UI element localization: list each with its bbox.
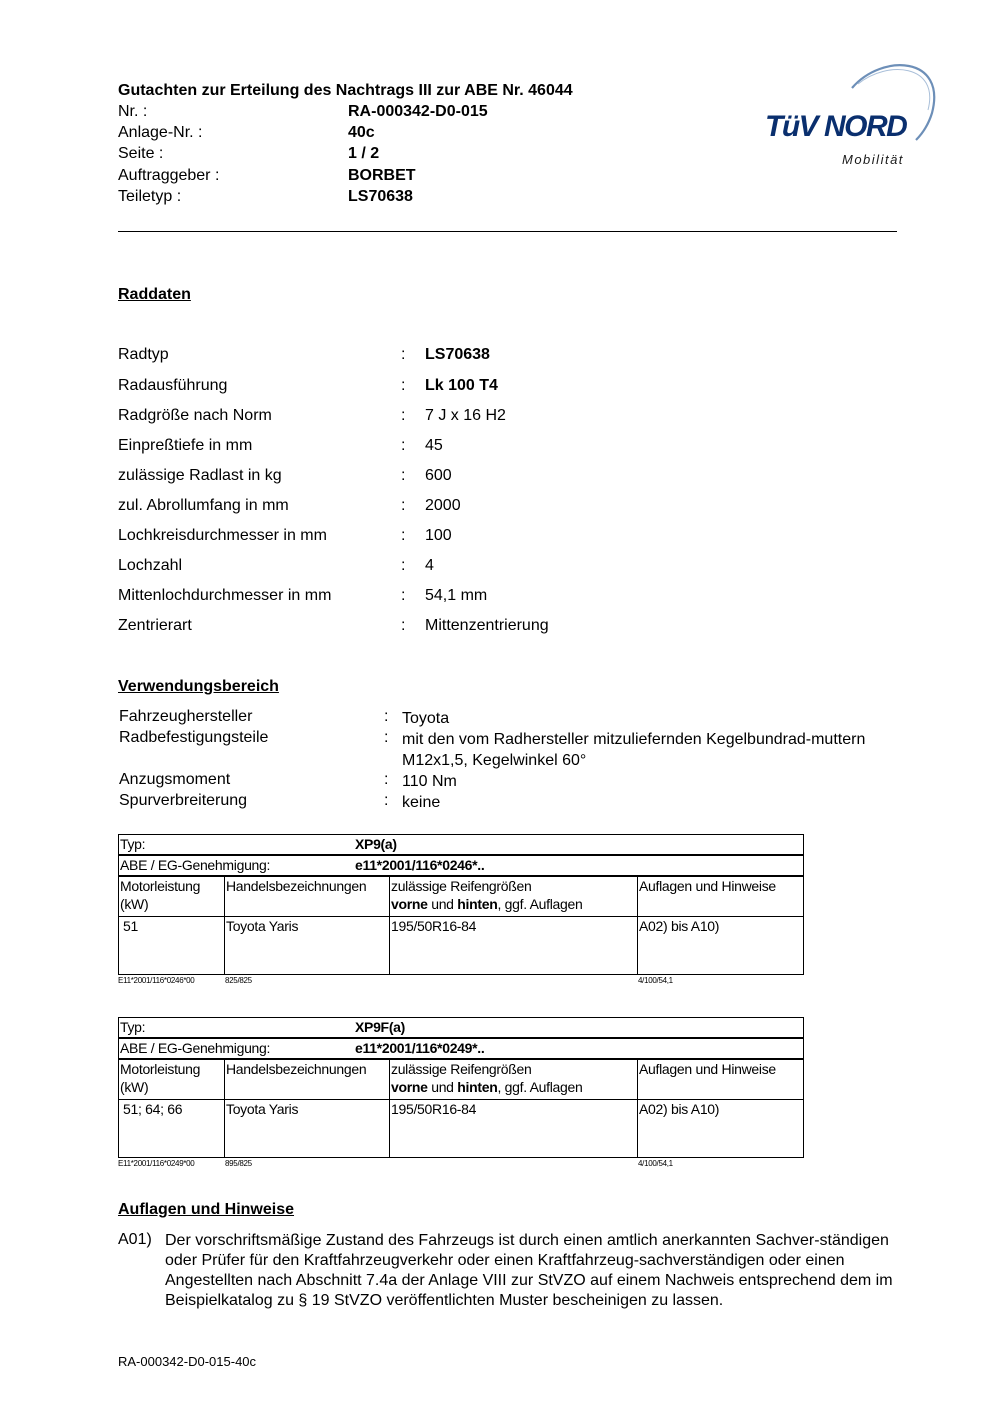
colon: :	[401, 407, 406, 424]
header-field-teiletyp	[118, 188, 678, 209]
raddaten-label: Radgröße nach Norm	[118, 407, 272, 424]
header-value: 1 / 2	[348, 145, 380, 162]
col-reifen-hinten: hinten	[457, 1079, 498, 1095]
raddaten-row	[118, 467, 818, 488]
col-reifen-vorne: vorne	[391, 1079, 428, 1095]
table-footnote-bolt: 4/100/54,1	[638, 1159, 673, 1168]
raddaten-row	[118, 617, 818, 638]
col-reifen-vorne: vorne	[391, 896, 428, 912]
table-header-row	[118, 876, 804, 917]
col-reifen-und: und	[427, 896, 458, 912]
header-field-seite	[118, 145, 678, 166]
cell-auflagen: A02) bis A10)	[637, 1100, 804, 1157]
verwendung-value: Toyota	[402, 710, 450, 727]
section-heading-verwendungsbereich: Verwendungsbereich	[118, 678, 279, 695]
col-motorleistung: Motorleistung (kW)	[120, 1061, 201, 1095]
table-row	[118, 917, 804, 975]
colon: :	[401, 346, 406, 363]
colon: :	[401, 527, 406, 544]
verwendung-value: keine	[402, 794, 441, 811]
verwendung-label: Spurverbreiterung	[119, 792, 248, 809]
header-divider	[118, 231, 897, 232]
col-reifen-auflagen: , ggf. Auflagen	[497, 896, 583, 912]
colon: :	[401, 467, 406, 484]
table-type-row	[118, 1017, 804, 1038]
raddaten-label: zulässige Radlast in kg	[118, 467, 282, 484]
header-field-anlage	[118, 124, 678, 145]
logo-subtitle: Mobilität	[842, 152, 904, 167]
raddaten-label: Einpreßtiefe in mm	[118, 437, 253, 454]
header-field-auftraggeber	[118, 167, 678, 188]
colon: :	[401, 377, 406, 394]
cell-reifengroesse: 195/50R16-84	[389, 1100, 637, 1157]
col-handelsbezeichnungen: Handelsbezeichnungen	[224, 1060, 389, 1099]
header-value: RA-000342-D0-015	[348, 103, 488, 120]
abe-label: ABE / EG-Genehmigung:	[120, 857, 271, 873]
note-id: A01)	[118, 1231, 152, 1248]
raddaten-row	[118, 587, 818, 608]
raddaten-label: zul. Abrollumfang in mm	[118, 497, 289, 514]
col-reifen-line1: zulässige Reifengrößen	[391, 1061, 532, 1077]
typ-label: Typ:	[120, 1019, 146, 1035]
header-value: 40c	[348, 124, 375, 141]
raddaten-row	[118, 557, 818, 578]
raddaten-row	[118, 346, 818, 367]
col-reifen-hinten: hinten	[457, 896, 498, 912]
header-label: Auftraggeber :	[118, 167, 220, 184]
abe-value: e11*2001/116*0249*..	[355, 1040, 485, 1056]
raddaten-value: 7 J x 16 H2	[425, 407, 506, 424]
typ-value: XP9F(a)	[355, 1019, 406, 1035]
raddaten-value: 45	[425, 437, 443, 454]
cell-reifengroesse: 195/50R16-84	[389, 917, 637, 974]
abe-value: e11*2001/116*0246*..	[355, 857, 485, 873]
raddaten-value: 54,1 mm	[425, 587, 488, 604]
raddaten-label: Lochzahl	[118, 557, 183, 574]
header-label: Teiletyp :	[118, 188, 182, 205]
typ-label: Typ:	[120, 836, 146, 852]
raddaten-row	[118, 497, 818, 518]
colon: :	[401, 437, 406, 454]
table-row	[118, 1100, 804, 1158]
verwendung-label: Fahrzeughersteller	[119, 708, 253, 725]
table-footnote-ec: E11*2001/116*0246*00	[118, 976, 195, 985]
table-footnote-ec: E11*2001/116*0249*00	[118, 1159, 195, 1168]
raddaten-value: LS70638	[425, 346, 490, 363]
col-motorleistung: Motorleistung (kW)	[120, 878, 201, 912]
table-footnote-load: 895/825	[225, 1159, 252, 1168]
table-type-row	[118, 834, 804, 855]
col-reifen-auflagen: , ggf. Auflagen	[497, 1079, 583, 1095]
col-reifengroessen	[389, 877, 637, 916]
verwendung-label: Radbefestigungsteile	[119, 729, 269, 746]
raddaten-value: 100	[425, 527, 452, 544]
header-value: BORBET	[348, 167, 416, 184]
raddaten-value: 4	[425, 557, 434, 574]
raddaten-value: Mittenzentrierung	[425, 617, 549, 634]
cell-motorleistung: 51; 64; 66	[123, 1101, 183, 1117]
raddaten-label: Zentrierart	[118, 617, 192, 634]
table-footnote-bolt: 4/100/54,1	[638, 976, 673, 985]
table-abe-row	[118, 855, 804, 876]
colon: :	[401, 497, 406, 514]
raddaten-row	[118, 377, 818, 398]
colon: :	[384, 708, 389, 725]
raddaten-value: 2000	[425, 497, 461, 514]
raddaten-label: Radtyp	[118, 346, 169, 363]
table-header-row	[118, 1059, 804, 1100]
col-reifen-line1: zulässige Reifengrößen	[391, 878, 532, 894]
header-label: Nr. :	[118, 103, 148, 120]
col-auflagen-hinweise: Auflagen und Hinweise	[637, 1060, 804, 1099]
abe-label: ABE / EG-Genehmigung:	[120, 1040, 271, 1056]
raddaten-label: Radausführung	[118, 377, 228, 394]
col-reifengroessen	[389, 1060, 637, 1099]
header-value: LS70638	[348, 188, 413, 205]
raddaten-row	[118, 407, 818, 428]
tuv-nord-logo	[762, 58, 942, 173]
cell-auflagen: A02) bis A10)	[637, 917, 804, 974]
raddaten-label: Mittenlochdurchmesser in mm	[118, 587, 332, 604]
header-label: Anlage-Nr. :	[118, 124, 203, 141]
table-abe-row	[118, 1038, 804, 1059]
section-heading-auflagen: Auflagen und Hinweise	[118, 1201, 295, 1218]
header-field-nr	[118, 103, 678, 124]
raddaten-row	[118, 527, 818, 548]
table-footnote-load: 825/825	[225, 976, 252, 985]
verwendung-label: Anzugsmoment	[119, 771, 231, 788]
raddaten-label: Lochkreisdurchmesser in mm	[118, 527, 327, 544]
header-label: Seite :	[118, 145, 164, 162]
raddaten-value: Lk 100 T4	[425, 377, 498, 394]
cell-handelsbezeichnung: Toyota Yaris	[224, 1100, 389, 1157]
verwendung-value: mit den vom Radhersteller mitzuliefernden Kegelbundrad-muttern M12x1,5, Kegelwinkel 60°	[402, 731, 866, 769]
colon: :	[384, 729, 389, 746]
colon: :	[401, 557, 406, 574]
col-reifen-und: und	[427, 1079, 458, 1095]
colon: :	[401, 617, 406, 634]
colon: :	[384, 771, 389, 788]
note-text: Der vorschriftsmäßige Zustand des Fahrzeugs ist durch einen amtlich anerkannten Sachver-ständigen oder Prüfer für den Kraftfahrzeugverkehr oder einen Kraftfahrzeug-sachverständigen oder einen Angestellten nach Abschnitt 7.4a der Anlage VIII zur StVZO auf einem Nachweis entsprechend dem im Beispielkatalog zu § 19 StVZO veröffentlichten Muster bescheinigen zu lassen.	[165, 1232, 893, 1309]
cell-motorleistung: 51	[123, 918, 138, 934]
verwendung-value: 110 Nm	[402, 773, 457, 790]
cell-handelsbezeichnung: Toyota Yaris	[224, 917, 389, 974]
col-auflagen-hinweise: Auflagen und Hinweise	[637, 877, 804, 916]
section-heading-raddaten: Raddaten	[118, 286, 191, 303]
logo-wordmark: TüV NORD	[765, 110, 907, 143]
col-handelsbezeichnungen: Handelsbezeichnungen	[224, 877, 389, 916]
raddaten-value: 600	[425, 467, 452, 484]
colon: :	[401, 587, 406, 604]
colon: :	[384, 792, 389, 809]
raddaten-row	[118, 437, 818, 458]
footer-document-id: RA-000342-D0-015-40c	[118, 1354, 257, 1369]
document-title: Gutachten zur Erteilung des Nachtrags III zur ABE Nr. 46044	[118, 82, 573, 99]
typ-value: XP9(a)	[355, 836, 397, 852]
